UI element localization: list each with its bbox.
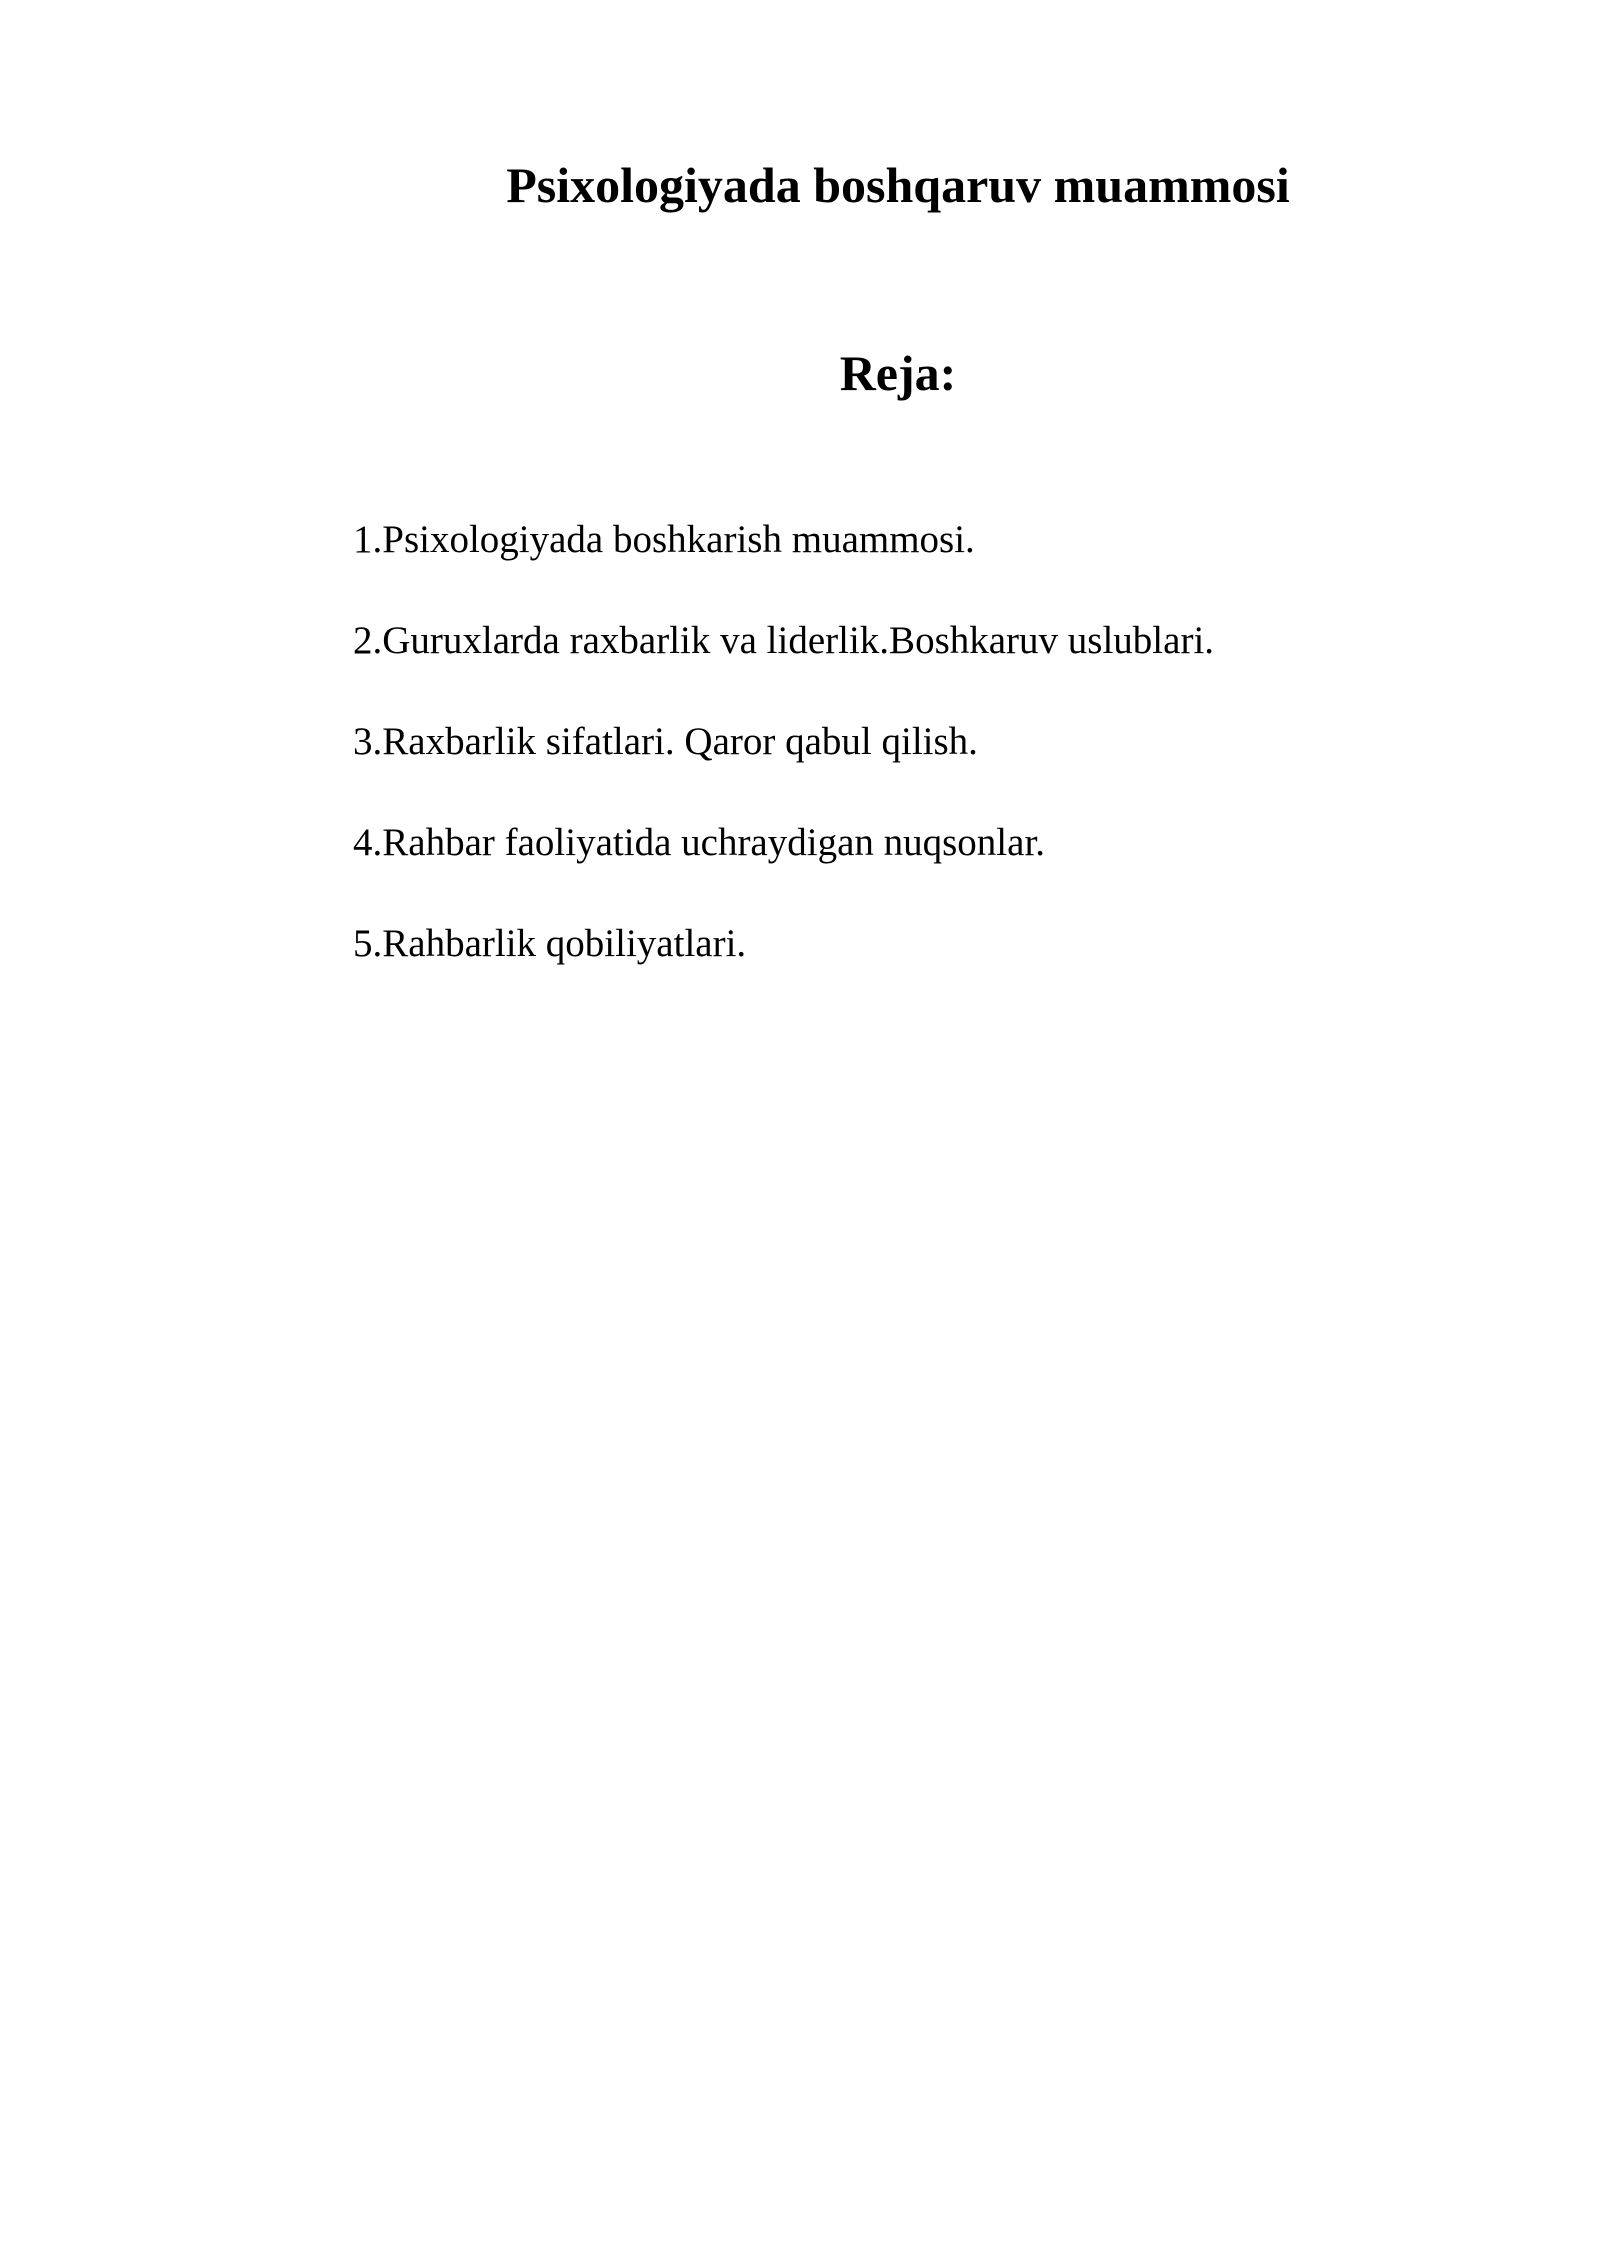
plan-list [353,515,1214,1020]
plan-heading: Reja: [839,345,957,401]
document-title: Psixologiyada boshqaruv muammosi [506,157,1290,213]
plan-item: 5.Rahbarlik qobiliyatlari. [353,922,747,965]
plan-item: 1.Psixologiyada boshkarish muammosi. [353,518,975,561]
plan-item: 2.Guruxlarda raxbarlik va liderlik.Boshkaruv uslublari. [353,619,1215,662]
plan-item: 4.Rahbar faoliyatida uchraydigan nuqsonlar. [353,821,1046,864]
plan-item: 3.Raxbarlik sifatlari. Qaror qabul qilish. [353,720,978,763]
